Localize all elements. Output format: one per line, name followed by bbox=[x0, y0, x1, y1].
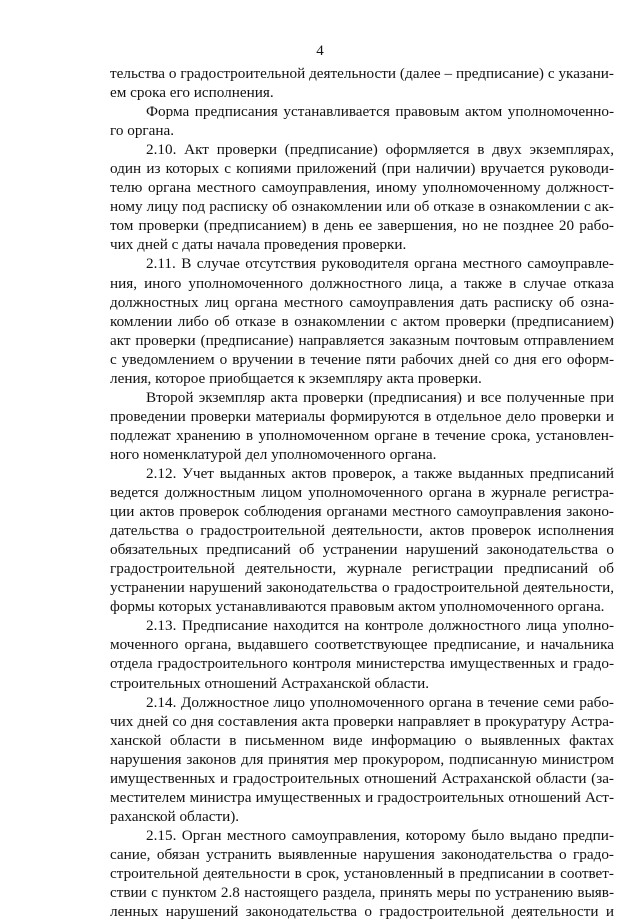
paragraph bbox=[110, 388, 614, 464]
text-line: устранении нарушений законодательства о градостроительной деятельности, bbox=[110, 579, 614, 597]
text-line: местителем министра имущественных и градостроительных отношений Аст- bbox=[110, 788, 614, 806]
page-number: 4 bbox=[316, 43, 324, 59]
text-line: комлении либо об отказе в ознакомлении с актом проверки (предписанием) bbox=[110, 312, 614, 330]
text-line: раханской области). bbox=[110, 807, 240, 825]
text-line: нарушения законов для принятия мер прокурором, подписанную министром bbox=[110, 750, 614, 768]
text-line: отдела градостроительного контроля министерства имущественных и градо- bbox=[110, 655, 614, 673]
text-line: 2.15. Орган местного самоуправления, которому было выдано предпи- bbox=[146, 826, 614, 844]
text-line: 2.13. Предписание находится на контроле должностного лица уполно- bbox=[146, 617, 614, 635]
text-line: один из которых с копиями приложений (при наличии) вручается руководи- bbox=[110, 160, 614, 178]
text-line: 2.10. Акт проверки (предписание) оформляется в двух экземплярах, bbox=[146, 141, 614, 159]
text-line: градостроительной деятельности, журнале регистрации предписаний об bbox=[110, 560, 614, 578]
text-line: формы которых устанавливаются правовым актом уполномоченного органа. bbox=[110, 598, 605, 616]
text-line: го органа. bbox=[110, 122, 175, 140]
text-line: 2.12. Учет выданных актов проверок, а также выданных предписаний bbox=[146, 464, 614, 482]
text-line: ленных нарушений законодательства о градостроительной деятельности и bbox=[110, 903, 614, 921]
text-line: чих дней с даты начала проведения проверки. bbox=[110, 236, 407, 254]
paragraph bbox=[110, 693, 614, 826]
text-line: проведении проверки материалы формируются в отдельное дело проверки и bbox=[110, 407, 614, 425]
text-line: должностных лиц органа местного самоуправления дать расписку об озна- bbox=[110, 293, 614, 311]
text-line: ления, которое приобщается к экземпляру акта проверки. bbox=[110, 369, 482, 387]
text-line: ведется должностным лицом уполномоченного органа в журнале регистра- bbox=[110, 484, 614, 502]
text-line: 2.14. Должностное лицо уполномоченного органа в течение семи рабо- bbox=[146, 693, 614, 711]
text-line: подлежат хранению в уполномоченном органе в течение срока, установлен- bbox=[110, 426, 614, 444]
text-line: ному лицу под расписку об ознакомлении или об отказе в ознакомлении с ак- bbox=[110, 198, 614, 216]
paragraph bbox=[110, 254, 614, 387]
text-line: акт проверки (предписание) направляется заказным почтовым отправлением bbox=[110, 331, 614, 349]
text-line: ханской области в письменном виде информацию о выявленных фактах bbox=[110, 731, 614, 749]
text-line: чих дней со дня составления акта проверки направляет в прокуратуру Астра- bbox=[110, 712, 614, 730]
paragraph bbox=[110, 64, 614, 102]
text-line: строительной деятельности в срок, установленный в предписании в соответ- bbox=[110, 864, 614, 882]
text-line: 2.11. В случае отсутствия руководителя органа местного самоуправле- bbox=[146, 255, 614, 273]
paragraph bbox=[110, 102, 614, 140]
text-line: тельства о градостроительной деятельности (далее – предписание) с указани- bbox=[110, 65, 614, 82]
text-line: сание, обязан устранить выявленные нарушения законодательства о градо- bbox=[110, 845, 614, 863]
paragraph bbox=[110, 616, 614, 692]
text-line: ствии с пунктом 2.8 настоящего раздела, принять меры по устранению выяв- bbox=[110, 884, 614, 902]
text-line: том проверки (предписанием) в день ее завершения, но не позднее 20 рабо- bbox=[110, 217, 614, 235]
text-line: телю органа местного самоуправления, иному уполномоченному должност- bbox=[110, 179, 614, 197]
text-line: с уведомлением о вручении в течение пяти рабочих дней со дня его оформ- bbox=[110, 350, 614, 368]
text-line: дательства о градостроительной деятельности, актов проверок исполнения bbox=[110, 522, 614, 540]
text-line: моченного органа, выдавшего соответствующее предписание, и начальника bbox=[110, 636, 614, 654]
text-line: обязательных предписаний об устранении нарушений законодательства о bbox=[110, 541, 614, 559]
document-body bbox=[110, 64, 614, 921]
text-line: ции актов проверок соблюдения органами местного самоуправления законо- bbox=[110, 503, 614, 521]
text-line: Форма предписания устанавливается правовым актом уполномоченно- bbox=[146, 103, 614, 121]
paragraph bbox=[110, 464, 614, 616]
text-line: ния, иного уполномоченного должностного лица, а также в случае отказа bbox=[110, 274, 614, 292]
text-line: ного номенклатурой дел уполномоченного органа. bbox=[110, 445, 437, 463]
paragraph bbox=[110, 140, 614, 254]
text-line: имущественных и градостроительных отношений Астраханской области (за- bbox=[110, 769, 614, 787]
text-line: ем срока его исполнения. bbox=[110, 84, 274, 102]
text-line: строительных отношений Астраханской области. bbox=[110, 674, 430, 692]
text-line: Второй экземпляр акта проверки (предписания) и все полученные при bbox=[146, 388, 614, 406]
paragraph bbox=[110, 826, 614, 921]
